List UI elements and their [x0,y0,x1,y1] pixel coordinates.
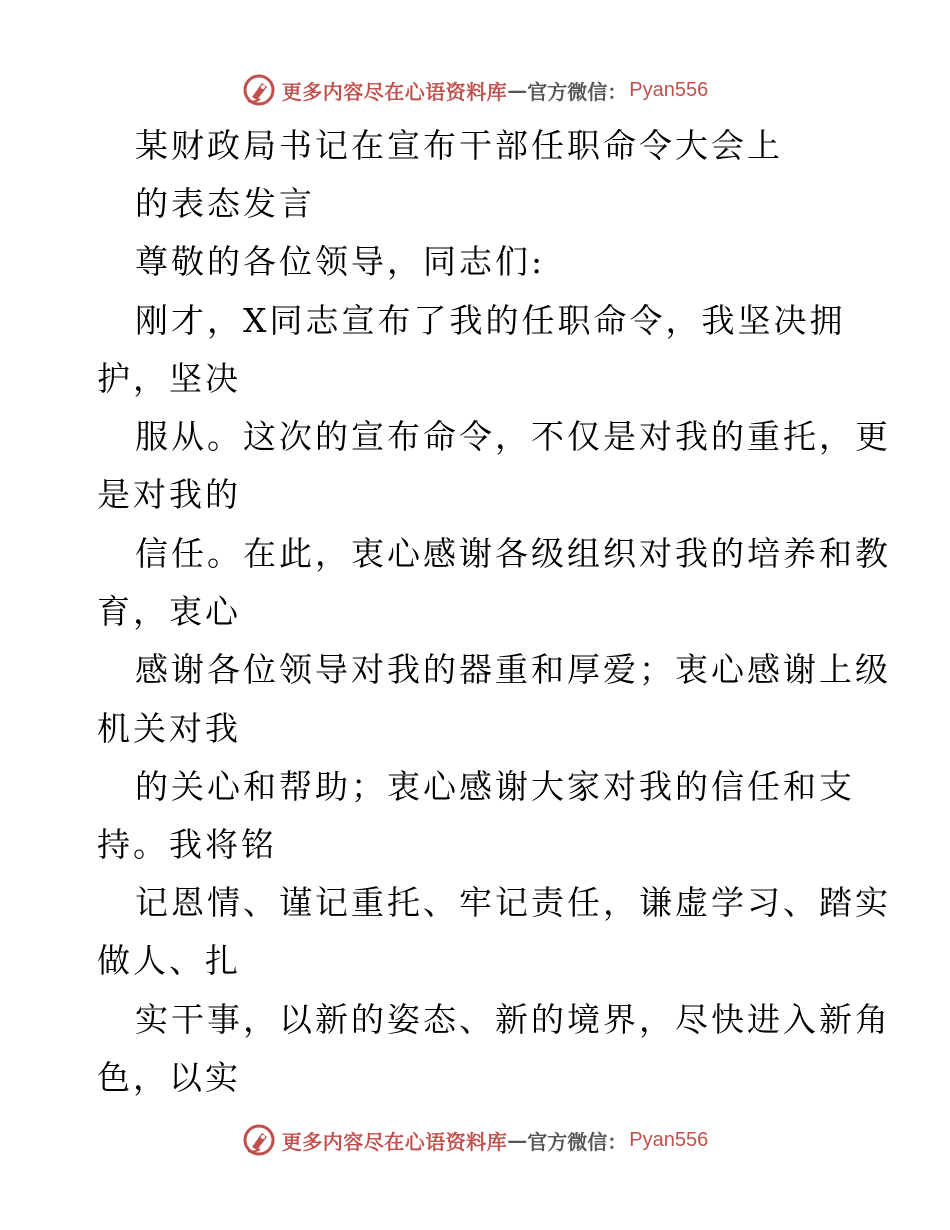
header-watermark [0,70,950,110]
text-line: 某财政局书记在宣布干部任职命令大会上 [135,126,783,165]
text-line: 服从。这次的宣布命令，不仅是对我的重托，更 [135,417,891,456]
text-line: 的表态发言 [135,184,315,223]
watermark-official-text: 官方微信： [527,79,628,104]
watermark-separator: — [507,78,528,102]
text-line: 信任。在此，衷心感谢各级组织对我的培养和教 [135,534,891,573]
footer-watermark [0,1120,950,1160]
text-line: 刚才，X同志宣布了我的任职命令，我坚决拥 [135,301,846,340]
text-line: 护，坚决 [97,359,241,398]
text-line: 尊敬的各位领导，同志们: [135,242,546,281]
text-line: 机关对我 [97,709,241,748]
watermark-brand-text: 更多内容尽在心语资料库 [281,79,508,104]
text-line: 色，以实 [97,1058,241,1097]
text-line: 育，衷心 [97,592,241,631]
text-line: 持。我将铭 [97,825,277,864]
pen-nib-logo-icon [242,73,276,107]
watermark-brand-text: 更多内容尽在心语资料库 [281,1129,508,1154]
watermark-official-text: 官方微信： [527,1129,628,1154]
text-line: 记恩情、谨记重托、牢记责任，谦虚学习、踏实 [135,883,891,922]
text-line: 是对我的 [97,475,241,514]
watermark-wechat-id: Pyan556 [629,1128,709,1151]
watermark-wechat-id: Pyan556 [629,78,709,101]
watermark-separator: — [507,1128,528,1152]
pen-nib-logo-icon [242,1123,276,1157]
text-line: 做人、扎 [97,941,241,980]
text-line: 实干事，以新的姿态、新的境界，尽快进入新角 [135,1000,891,1039]
text-line: 的关心和帮助；衷心感谢大家对我的信任和支 [135,767,855,806]
text-line: 感谢各位领导对我的器重和厚爱；衷心感谢上级 [135,650,891,689]
